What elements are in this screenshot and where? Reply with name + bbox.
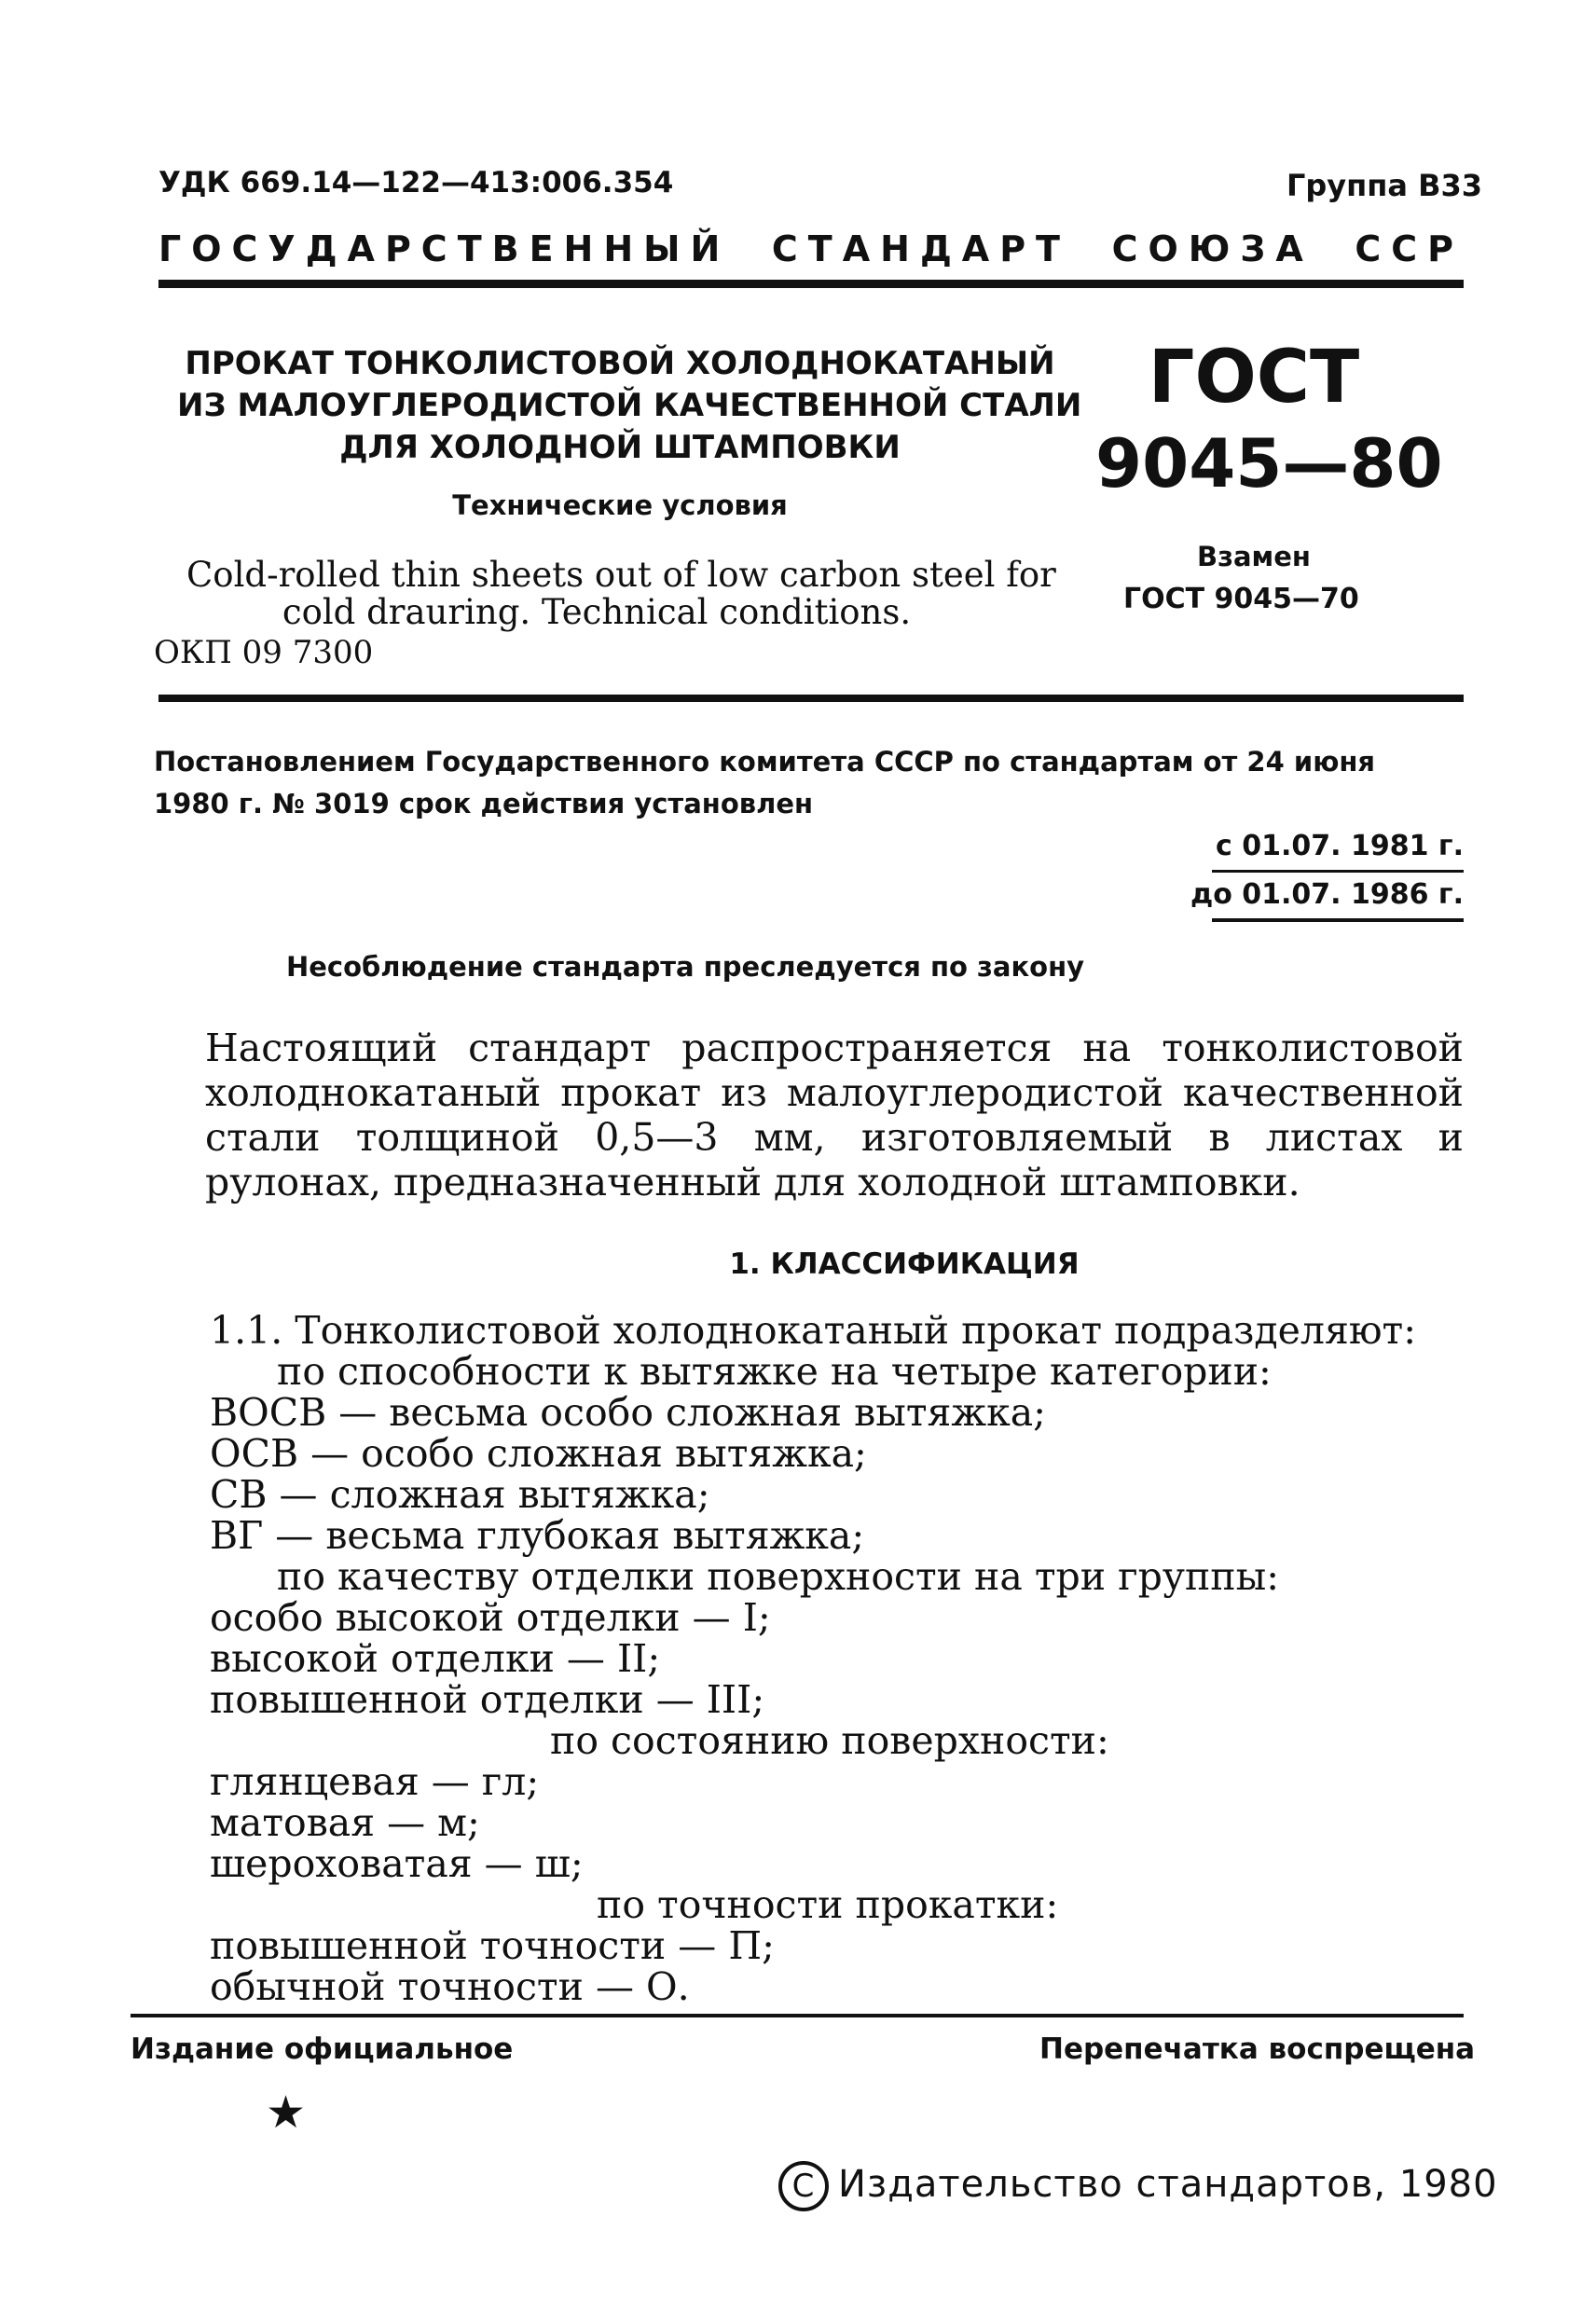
list-item: по качеству отделки поверхности на три группы: bbox=[277, 1554, 1280, 1599]
standard-word: ССР bbox=[1355, 228, 1464, 269]
list-item: обычной точности — О. bbox=[210, 1964, 690, 2009]
list-item: ВОСВ — весьма особо сложная вытяжка; bbox=[210, 1390, 1046, 1435]
standard-word: СТАНДАРТ bbox=[771, 228, 1070, 269]
title-line: ПРОКАТ ТОНКОЛИСТОВОЙ ХОЛОДНОКАТАНЫЙ bbox=[185, 345, 1055, 382]
english-title-line: cold drauring. Technical conditions. bbox=[282, 592, 912, 632]
validity-from: с 01.07. 1981 г. bbox=[1216, 830, 1464, 862]
copyright-icon: C bbox=[778, 2161, 829, 2211]
list-item: по состоянию поверхности: bbox=[550, 1718, 1109, 1763]
list-item: 1.1. Тонколистовой холоднокатаный прокат подразделяют: bbox=[210, 1308, 1417, 1353]
standard-word: ГОСУДАРСТВЕННЫЙ bbox=[158, 228, 731, 269]
header-rule bbox=[158, 280, 1464, 288]
date-rule bbox=[1212, 918, 1464, 922]
decree-line: 1980 г. № 3019 срок действия установлен bbox=[154, 788, 814, 819]
gost-number: 9045—80 bbox=[1095, 424, 1443, 503]
list-item: ВГ — весьма глубокая вытяжка; bbox=[210, 1513, 865, 1558]
decree-line: Постановлением Государственного комитета СССР по стандартам от 24 июня bbox=[154, 746, 1376, 778]
document-subtitle: Технические условия bbox=[452, 489, 788, 521]
copyright-text: Издательство стандартов, 1980 bbox=[838, 2163, 1498, 2206]
udk-code: УДК 669.14—122—413:006.354 bbox=[158, 166, 674, 200]
intro-text: Настоящий стандарт распространяется на тонколистовой холоднокатаный прокат из малоуглеродистой качественной стали толщиной 0,5—3 мм, изготовляемый в листах и рулонах, предназначенный для холодной штамповки. bbox=[205, 1026, 1464, 1205]
list-item: по точности прокатки: bbox=[597, 1882, 1059, 1927]
date-rule bbox=[1212, 870, 1464, 873]
standard-heading bbox=[158, 228, 1464, 269]
list-item: особо высокой отделки — I; bbox=[210, 1595, 771, 1640]
group-code: Группа В33 bbox=[1286, 168, 1483, 203]
legal-notice: Несоблюдение стандарта преследуется по закону bbox=[285, 951, 1085, 983]
intro-paragraph bbox=[205, 1026, 1464, 1205]
standard-word: СОЮЗА bbox=[1111, 228, 1314, 269]
validity-to: до 01.07. 1986 г. bbox=[1190, 878, 1464, 911]
title-line: ИЗ МАЛОУГЛЕРОДИСТОЙ КАЧЕСТВЕННОЙ СТАЛИ bbox=[177, 387, 1082, 424]
edition-note: Издание официальное bbox=[131, 2032, 514, 2066]
replaces-label: Взамен bbox=[1197, 541, 1311, 572]
list-item: глянцевая — гл; bbox=[210, 1759, 540, 1804]
list-item: по способности к вытяжке на четыре категории: bbox=[277, 1349, 1272, 1394]
list-item: СВ — сложная вытяжка; bbox=[210, 1472, 710, 1517]
classification-list bbox=[210, 1310, 1416, 2007]
list-item: шероховатая — ш; bbox=[210, 1841, 584, 1886]
list-item: матовая — м; bbox=[210, 1800, 480, 1845]
list-item: повышенной отделки — III; bbox=[210, 1677, 765, 1722]
footer-rule bbox=[131, 2014, 1464, 2017]
english-title-line: Cold-rolled thin sheets out of low carbon steel for bbox=[186, 555, 1056, 595]
okp-code: ОКП 09 7300 bbox=[154, 634, 374, 671]
copyright bbox=[778, 2161, 1498, 2211]
title-rule bbox=[158, 695, 1464, 702]
reprint-note: Перепечатка воспрещена bbox=[1039, 2032, 1476, 2066]
section-title: 1. КЛАССИФИКАЦИЯ bbox=[729, 1247, 1080, 1281]
title-line: ДЛЯ ХОЛОДНОЙ ШТАМПОВКИ bbox=[339, 429, 901, 466]
list-item: высокой отделки — II; bbox=[210, 1636, 661, 1681]
star-icon: ★ bbox=[266, 2086, 307, 2139]
replaces-standard: ГОСТ 9045—70 bbox=[1123, 583, 1359, 615]
list-item: повышенной точности — П; bbox=[210, 1923, 775, 1968]
gost-label: ГОСТ bbox=[1148, 336, 1360, 420]
list-item: ОСВ — особо сложная вытяжка; bbox=[210, 1431, 867, 1476]
